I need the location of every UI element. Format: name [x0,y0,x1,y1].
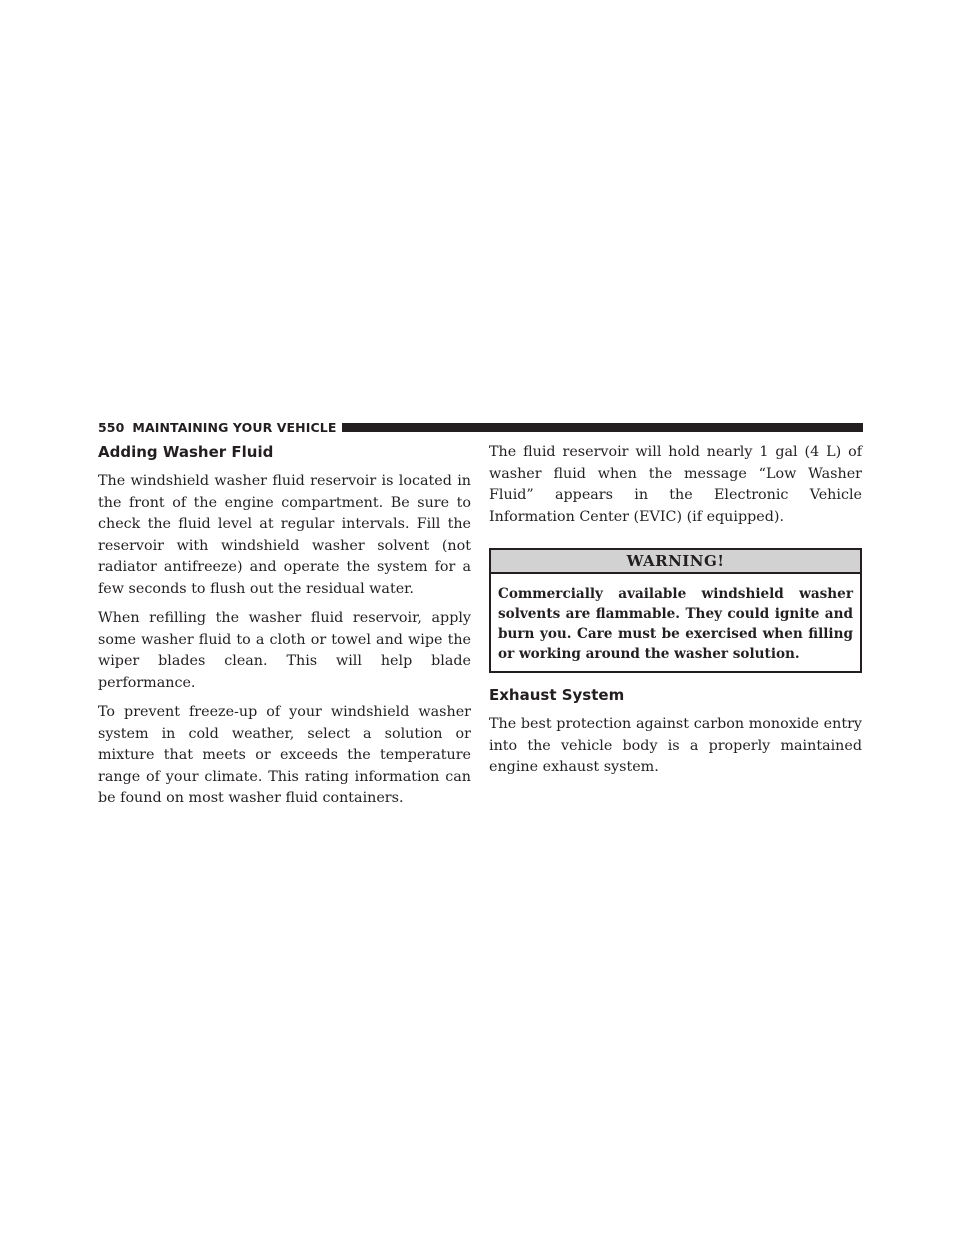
warning-body: Commercially available windshield washer solvents are flammable. They could ignite and burn you. Care must be exercised when filling or working around the washer solution. [498,586,853,662]
warning-title: WARNING! [491,550,860,574]
right-column [489,442,862,787]
paragraph-reservoir-location: The windshield washer fluid reservoir is located in the front of the engine compartment. Be sure to check the fluid level at regular intervals. Fill the reservoir with windshield washer solvent (not radiator antifreeze) and operate the system for a few seconds to flush out the residual water. [98,473,471,597]
warning-box [489,548,862,673]
section-title: MAINTAINING YOUR VEHICLE [132,419,337,435]
adding-washer-fluid-heading: Adding Washer Fluid [98,443,274,461]
paragraph-exhaust-system: The best protection against carbon monoxide entry into the vehicle body is a properly maintained engine exhaust system. [489,716,862,775]
left-column [98,442,471,818]
header-rule [342,423,863,432]
paragraph-reservoir-capacity: The fluid reservoir will hold nearly 1 gal (4 L) of washer fluid when the message “Low Washer Fluid” appears in the Electronic Vehicle Information Center (EVIC) (if equipped). [489,444,862,525]
exhaust-system-heading: Exhaust System [489,686,625,704]
page-header [98,419,863,435]
paragraph-refilling: When refilling the washer fluid reservoir, apply some washer fluid to a cloth or towel and wipe the wiper blades clean. This will help blade performance. [98,610,471,691]
paragraph-freeze-up: To prevent freeze-up of your windshield washer system in cold weather, select a solution or mixture that meets or exceeds the temperature range of your climate. This rating information can be found on most washer fluid containers. [98,704,471,806]
page-number: 550 [98,419,125,435]
